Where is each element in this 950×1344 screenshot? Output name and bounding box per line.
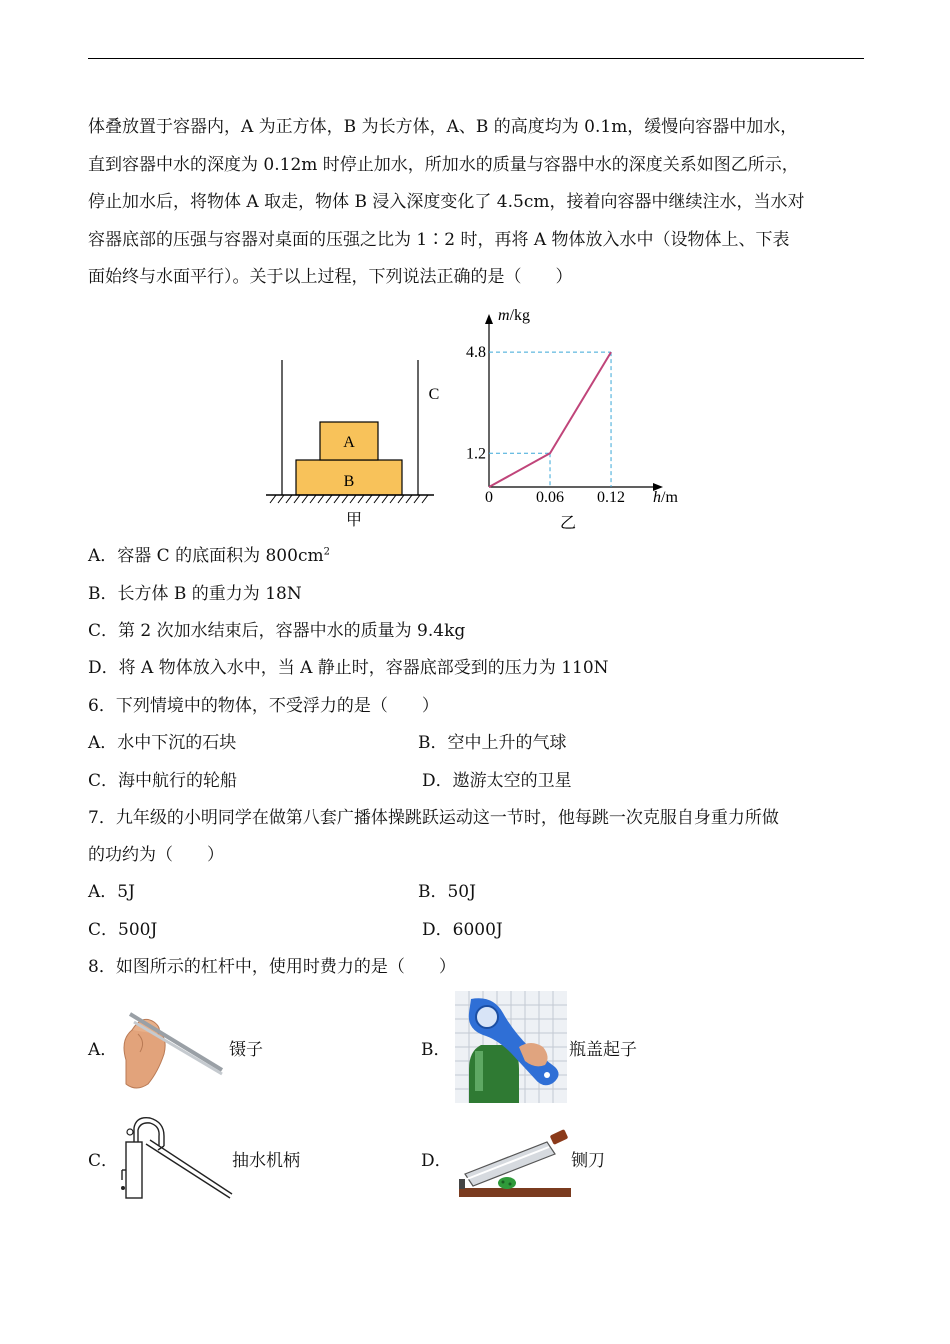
label-c: C [428, 386, 440, 403]
y-axis-label: m/kg [498, 307, 531, 324]
q7-stem-line-1: 7．九年级的小明同学在做第八套广播体操跳跃运动这一节时，他每跳一次克服自身重力所做 [88, 808, 779, 828]
y-tick-label: 4.8 [466, 344, 486, 362]
q5-option-c[interactable]: C．第 2 次加水结束后，容器中水的质量为 9.4kg [88, 621, 466, 641]
label-a: A [343, 434, 355, 451]
header-rule [88, 58, 864, 59]
ground-hatch [270, 495, 428, 503]
q6-option-c[interactable]: C．海中航行的轮船 [88, 771, 238, 791]
x-axis-label: h/m [653, 489, 678, 506]
q8-option-a-name: 镊子 [229, 1040, 263, 1060]
q6-option-b[interactable]: B．空中上升的气球 [418, 733, 567, 753]
q6-stem: 6．下列情境中的物体，不受浮力的是（ ） [88, 696, 439, 716]
q8-stem: 8．如图所示的杠杆中，使用时费力的是（ ） [88, 957, 456, 977]
q8-option-a-letter[interactable]: A． [88, 1040, 118, 1060]
q7-option-c[interactable]: C．500J [88, 920, 158, 940]
q5-stem-line-1: 体叠放置于容器内，A 为正方体，B 为长方体，A、B 的高度均为 0.1m，缓慢向容器中加水， [88, 117, 798, 137]
q5-option-b[interactable]: B．长方体 B 的重力为 18N [88, 584, 302, 604]
q5-option-d[interactable]: D．将 A 物体放入水中，当 A 静止时，容器底部受到的压力为 110N [88, 658, 609, 678]
q5-option-a-text: A．容器 C 的底面积为 800cm [88, 546, 324, 566]
bottle-opener-image [455, 991, 567, 1103]
q7-option-d[interactable]: D．6000J [422, 920, 503, 940]
q8-option-d-name: 铡刀 [571, 1151, 605, 1171]
q7-stem-line-2: 的功约为（ ） [88, 845, 224, 865]
pump-handle-image [118, 1114, 233, 1200]
caption-yi: 乙 [559, 515, 577, 532]
q5-stem-line-4: 容器底部的压强与容器对桌面的压强之比为 1∶2 时，再将 A 物体放入水中（设物体上、下表 [88, 230, 790, 250]
q7-option-a[interactable]: A．5J [88, 882, 135, 902]
q8-option-c-letter[interactable]: C． [88, 1151, 119, 1171]
q6-option-d[interactable]: D．遨游太空的卫星 [422, 771, 572, 791]
x-tick-label: 0.06 [536, 489, 565, 506]
q8-option-d-letter[interactable]: D． [421, 1151, 452, 1171]
guillotine-cutter-image [455, 1124, 573, 1200]
x-tick-label: 0 [485, 489, 493, 506]
y-tick-label: 1.2 [466, 445, 486, 463]
figure-yi-chart [450, 300, 700, 535]
label-b: B [343, 473, 355, 490]
tweezers-image [118, 1000, 226, 1092]
q8-option-b-letter[interactable]: B． [421, 1040, 451, 1060]
q5-stem-line-2: 直到容器中水的深度为 0.12m 时停止加水，所加水的质量与容器中水的深度关系如图乙所示， [88, 155, 799, 175]
q8-option-b-name: 瓶盖起子 [569, 1040, 637, 1060]
q8-option-c-name: 抽水机柄 [232, 1151, 300, 1171]
q5-option-a[interactable] [88, 546, 330, 566]
q5-stem-line-3: 停止加水后，将物体 A 取走，物体 B 浸入深度变化了 4.5cm，接着向容器中继续注水，当水对 [88, 192, 805, 212]
y-axis-arrow [485, 314, 493, 324]
q5-stem-line-5: 面始终与水面平行）。关于以上过程，下列说法正确的是（ ） [88, 267, 573, 287]
figure-jia [262, 355, 442, 535]
q6-option-a[interactable]: A．水中下沉的石块 [88, 733, 237, 753]
x-tick-label: 0.12 [597, 489, 626, 506]
caption-jia: 甲 [345, 512, 363, 529]
q7-option-b[interactable]: B．50J [418, 882, 476, 902]
q5-option-a-superscript: 2 [323, 546, 330, 558]
series-line-m [489, 352, 611, 487]
